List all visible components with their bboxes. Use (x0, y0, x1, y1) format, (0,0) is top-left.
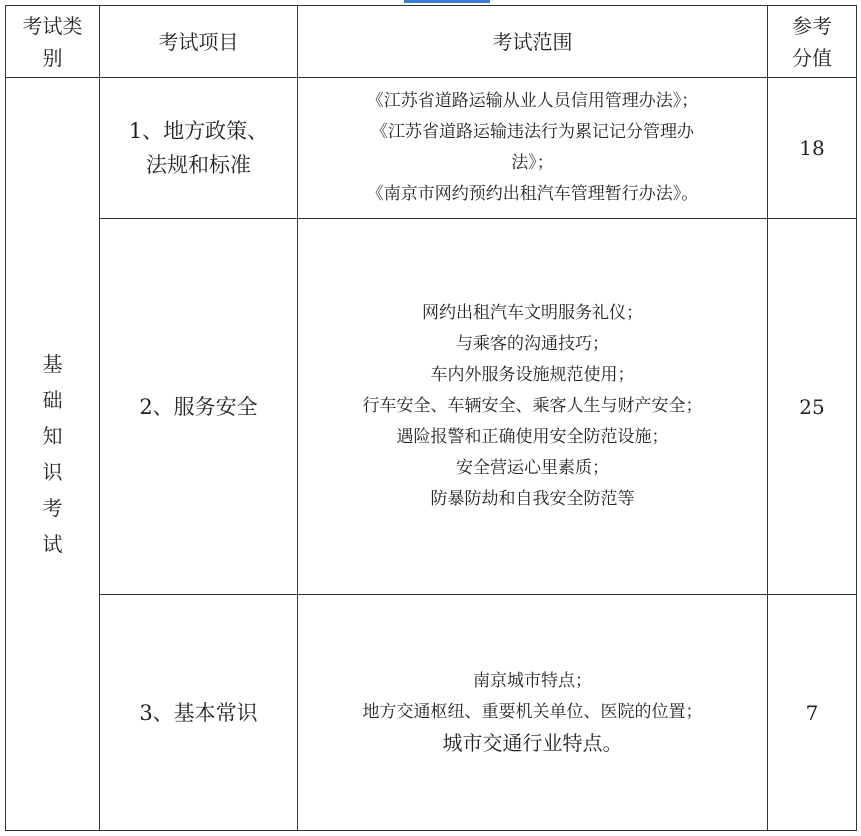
item-cell (100, 595, 298, 831)
exam-table (5, 5, 857, 831)
item-cell (100, 219, 298, 595)
scope-line: 地方交通枢纽、重要机关单位、医院的位置； (362, 702, 703, 722)
category-label: 基础知识考试 (42, 352, 63, 556)
header-item: 考试项目 (100, 6, 298, 78)
score-cell: 18 (768, 78, 857, 219)
scope-line: 《南京市网约预约出租汽车管理暂行办法》。 (366, 184, 699, 204)
header-category: 考试类别 (6, 6, 100, 78)
item-label: 2、服务安全 (139, 394, 258, 419)
header-row (6, 6, 857, 78)
item-label: 1、地方政策、法规和标准 (128, 119, 269, 177)
item-label: 3、基本常识 (139, 700, 258, 725)
scope-line: 遇险报警和正确使用安全防范设施； (396, 427, 669, 447)
scope-line: 网约出租汽车文明服务礼仪； (422, 303, 643, 323)
scope-line: 《江苏省道路运输违法行为累记记分管理办 (371, 122, 694, 142)
item-cell (100, 78, 298, 219)
scope-line: 南京城市特点； (473, 671, 592, 691)
scope-line: 防暴防劫和自我安全防范等 (430, 489, 635, 509)
score-cell: 25 (768, 219, 857, 595)
scope-cell (298, 595, 768, 831)
category-cell (6, 78, 100, 831)
scope-line: 法》； (511, 153, 554, 173)
scope-line: 安全营运心里素质； (456, 458, 609, 478)
header-score: 参考分值 (768, 6, 857, 78)
table-row (6, 219, 857, 595)
header-scope: 考试范围 (298, 6, 768, 78)
table-row (6, 78, 857, 219)
table-row (6, 595, 857, 831)
scope-line: 城市交通行业特点。 (442, 731, 623, 755)
scope-cell (298, 78, 768, 219)
scope-line: 行车安全、车辆安全、乘客人生与财产安全； (362, 396, 703, 416)
scope-line: 与乘客的沟通技巧； (456, 334, 609, 354)
top-accent-bar (404, 0, 490, 3)
scope-line: 车内外服务设施规范使用； (430, 365, 635, 385)
scope-line: 《江苏省道路运输从业人员信用管理办法》； (366, 91, 699, 111)
scope-cell (298, 219, 768, 595)
score-cell: 7 (768, 595, 857, 831)
